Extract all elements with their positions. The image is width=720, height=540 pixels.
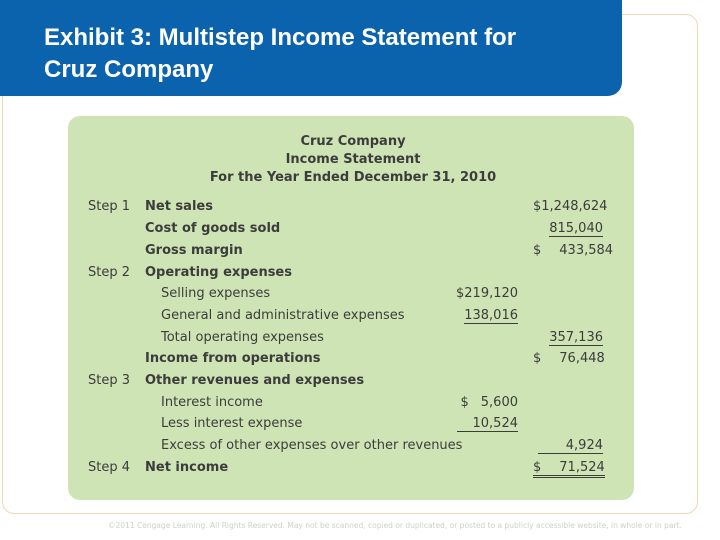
statement-header — [68, 133, 638, 187]
statement-row-gross-margin — [68, 243, 634, 265]
row-total-value: 4,924 — [538, 438, 603, 454]
statement-row-operating-expenses — [68, 265, 634, 287]
statement-row-general-admin-expenses — [68, 308, 634, 330]
row-label: Total operating expenses — [161, 330, 324, 345]
dollar-sign: $ — [533, 243, 542, 258]
statement-row-income-from-operations — [68, 351, 634, 373]
step-label: Step 1 — [88, 199, 131, 214]
row-label: Net income — [145, 460, 229, 475]
copyright-footer: ©2011 Cengage Learning. All Rights Reserved. May not be scanned, copied or duplicated, or posted to a publicly accessible website, in whole or in part. — [108, 521, 682, 530]
income-statement-panel — [68, 116, 634, 500]
row-label: Net sales — [145, 199, 213, 214]
dollar-sign: $ — [460, 395, 469, 410]
row-total-value: $1,248,624 — [533, 199, 608, 214]
slide-title-line-1: Exhibit 3: Multistep Income Statement for — [44, 24, 517, 51]
title-banner — [0, 0, 622, 96]
statement-row-excess-other-expenses — [68, 438, 634, 460]
row-detail-value: $219,120 — [456, 286, 519, 301]
dollar-sign: $ — [533, 351, 542, 366]
row-label: Cost of goods sold — [145, 221, 281, 236]
row-label: Gross margin — [145, 243, 243, 258]
step-label: Step 4 — [88, 460, 131, 475]
statement-row-interest-expense — [68, 416, 634, 438]
dollar-sign: $ — [533, 460, 542, 475]
slide-title-line-2: Cruz Company — [44, 56, 214, 83]
row-total-value: 357,136 — [549, 330, 603, 345]
row-label: Less interest expense — [161, 416, 303, 431]
row-label: Other revenues and expenses — [145, 373, 365, 388]
step-label: Step 3 — [88, 373, 131, 388]
row-detail-value: 10,524 — [457, 416, 519, 432]
statement-row-other-revenues-expenses — [68, 373, 634, 395]
row-label: Interest income — [161, 395, 263, 410]
statement-row-net-sales — [68, 199, 634, 221]
statement-period: For the Year Ended December 31, 2010 — [209, 170, 497, 185]
row-label: General and administrative expenses — [161, 308, 405, 323]
row-total-value: 815,040 — [549, 221, 603, 236]
row-label: Income from operations — [145, 351, 321, 366]
row-total-value: 71,524 — [559, 460, 605, 475]
statement-row-cost-of-goods-sold — [68, 221, 634, 243]
row-total-value: 433,584 — [559, 243, 614, 258]
row-label: Selling expenses — [161, 286, 271, 301]
step-label: Step 2 — [88, 265, 131, 280]
statement-row-interest-income — [68, 395, 634, 417]
row-detail-value: 138,016 — [464, 308, 518, 323]
statement-row-selling-expenses — [68, 286, 634, 308]
row-detail-value: 5,600 — [480, 395, 518, 410]
row-label: Excess of other expenses over other revenues — [161, 438, 463, 453]
row-total-value: 76,448 — [559, 351, 605, 366]
statement-row-total-operating-expenses — [68, 330, 634, 352]
statement-title: Income Statement — [285, 152, 421, 167]
company-name: Cruz Company — [300, 134, 406, 149]
statement-row-net-income — [68, 460, 634, 482]
row-label: Operating expenses — [145, 265, 292, 280]
